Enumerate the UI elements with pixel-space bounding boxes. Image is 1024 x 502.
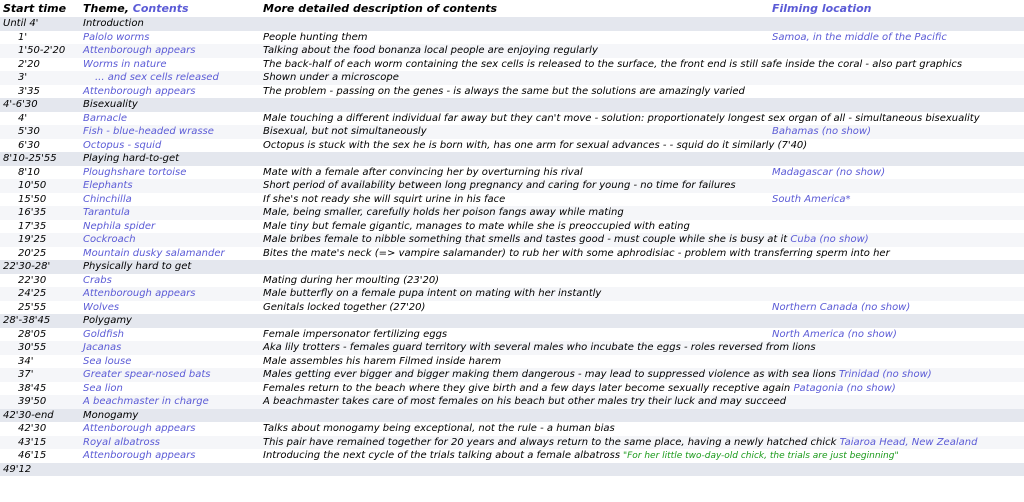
description-cell: Bites the mate's neck (=> vampire salamander) to rub her with some aphrodisiac - problem with transferring sperm into her xyxy=(263,247,890,259)
theme-cell: Attenborough appears xyxy=(83,45,196,56)
start-time-cell: 46'15 xyxy=(18,450,47,461)
theme-cell: Greater spear-nosed bats xyxy=(83,369,211,380)
start-time-cell: 42'30-end xyxy=(3,409,54,421)
table-row xyxy=(0,449,1024,463)
start-time-cell: 8'10 xyxy=(18,166,40,178)
description-cell: A beachmaster takes care of most females on his beach but other males try their luck and may succeed xyxy=(263,396,787,407)
start-time-cell: 1'50-2'20 xyxy=(18,45,66,56)
filming-location-cell: North America (no show) xyxy=(772,328,897,340)
description-cell: Male, being smaller, carefully holds her poison fangs away while mating xyxy=(263,207,624,218)
description-cell: Female impersonator fertilizing eggs xyxy=(263,328,448,340)
table-row xyxy=(0,247,1024,261)
start-time-cell: 15'50 xyxy=(18,193,47,205)
theme-cell: Monogamy xyxy=(83,409,139,421)
description-cell: Male bribes female to nibble something that smells and tastes good - must couple while she is busy at it Cuba (no show) xyxy=(263,234,869,245)
table-row xyxy=(0,125,1024,139)
start-time-cell: 28'-38'45 xyxy=(3,315,51,326)
table-row xyxy=(0,85,1024,99)
description-cell: Male assembles his harem Filmed inside harem xyxy=(263,355,502,367)
theme-cell: Octopus - squid xyxy=(83,139,162,151)
table-row xyxy=(0,301,1024,315)
description-cell: Talks about monogamy being exceptional, not the rule - a human bias xyxy=(263,423,615,434)
table-row xyxy=(0,179,1024,193)
start-time-cell: Until 4' xyxy=(3,18,39,29)
table-row xyxy=(0,44,1024,58)
filming-location-inline: Trinidad (no show) xyxy=(835,369,932,380)
theme-cell: Mountain dusky salamander xyxy=(83,247,225,259)
start-time-cell: 43'15 xyxy=(18,436,47,448)
description-cell: Male butterfly on a female pupa intent on mating with her instantly xyxy=(263,288,602,299)
description-cell: Octopus is stuck with the sex he is born with, has one arm for sexual advances - - squid do it similarly (7'40) xyxy=(263,139,808,151)
header-filming-location: Filming location xyxy=(772,2,872,15)
theme-cell: Playing hard-to-get xyxy=(83,153,180,164)
start-time-cell: 39'50 xyxy=(18,396,47,407)
description-cell: The problem - passing on the genes - is always the same but the solutions are amazingly varied xyxy=(263,85,745,97)
theme-cell: Royal albatross xyxy=(83,436,161,448)
theme-cell: Sea lion xyxy=(83,382,123,394)
theme-cell: Introduction xyxy=(83,18,144,29)
description-cell: Females return to the beach where they give birth and a few days later become sexually receptive again Patagonia (no show) xyxy=(263,382,896,394)
header-start-time: Start time xyxy=(3,2,67,15)
table-row xyxy=(0,287,1024,301)
start-time-cell: 37' xyxy=(18,369,34,380)
table-row xyxy=(0,355,1024,369)
header-theme xyxy=(83,2,189,16)
header-theme-label: Theme, xyxy=(83,2,129,15)
description-cell: If she's not ready she will squirt urine in his face xyxy=(263,193,506,205)
start-time-cell: 30'55 xyxy=(18,342,47,353)
start-time-cell: 25'55 xyxy=(18,301,47,313)
theme-cell: Wolves xyxy=(83,301,120,313)
description-cell: Males getting ever bigger and bigger making them dangerous - may lead to suppressed violence as with sea lions Trinidad (no show) xyxy=(263,369,932,380)
description-cell: Introducing the next cycle of the trials talking about a female albatross "For her little two-day-old chick, the trials are just beginning" xyxy=(263,450,899,461)
filming-location-cell: Northern Canada (no show) xyxy=(772,301,911,313)
start-time-cell: 2'20 xyxy=(18,58,40,70)
theme-cell: Sea louse xyxy=(83,355,132,367)
section-row xyxy=(0,409,1024,423)
theme-cell: Attenborough appears xyxy=(83,423,196,434)
quote-text: "For her little two-day-old chick, the trials are just beginning" xyxy=(620,451,899,461)
section-row xyxy=(0,260,1024,274)
description-cell: People hunting them xyxy=(263,31,368,43)
start-time-cell: 4'-6'30 xyxy=(3,99,38,110)
start-time-cell: 6'30 xyxy=(18,139,40,151)
filming-location-inline: Patagonia (no show) xyxy=(790,382,896,394)
table-row xyxy=(0,206,1024,220)
theme-cell: Nephila spider xyxy=(83,220,156,232)
start-time-cell: 34' xyxy=(18,355,34,367)
theme-cell: Bisexuality xyxy=(83,99,138,110)
theme-cell: Attenborough appears xyxy=(83,288,196,299)
table-row xyxy=(0,395,1024,409)
start-time-cell: 42'30 xyxy=(18,423,47,434)
theme-cell: Crabs xyxy=(83,274,112,286)
start-time-cell: 28'05 xyxy=(18,328,47,340)
section-row xyxy=(0,98,1024,112)
table-row xyxy=(0,422,1024,436)
theme-cell: Ploughshare tortoise xyxy=(83,166,187,178)
filming-location-inline: Cuba (no show) xyxy=(787,234,869,245)
description-cell: Bisexual, but not simultaneously xyxy=(263,126,427,137)
table-row xyxy=(0,139,1024,153)
table-row xyxy=(0,193,1024,207)
start-time-cell: 22'30 xyxy=(18,274,47,286)
theme-cell: Attenborough appears xyxy=(83,450,196,461)
theme-cell: Polygamy xyxy=(83,315,132,326)
start-time-cell: 17'35 xyxy=(18,220,47,232)
theme-cell: Goldfish xyxy=(83,328,125,340)
start-time-cell: 22'30-28' xyxy=(3,261,51,272)
section-row xyxy=(0,17,1024,31)
description-cell: Aka lily trotters - females guard territory with several males who incubate the eggs - roles reversed from lions xyxy=(263,342,816,353)
start-time-cell: 49'12 xyxy=(3,463,32,475)
description-cell: The back-half of each worm containing the sex cells is released to the surface, the front end is still safe inside the coral - also part graphics xyxy=(263,58,963,70)
start-time-cell: 1' xyxy=(18,31,28,43)
table-row xyxy=(0,233,1024,247)
theme-cell: ... and sex cells released xyxy=(95,72,219,83)
start-time-cell: 3'35 xyxy=(18,85,40,97)
start-time-cell: 4' xyxy=(18,112,28,124)
table-row xyxy=(0,112,1024,126)
theme-cell: Fish - blue-headed wrasse xyxy=(83,126,214,137)
theme-cell: Chinchilla xyxy=(83,193,132,205)
table-row xyxy=(0,166,1024,180)
description-cell: Mate with a female after convincing her by overturning his rival xyxy=(263,166,583,178)
section-row xyxy=(0,463,1024,477)
filming-location-cell: South America* xyxy=(772,193,851,205)
description-cell: Shown under a microscope xyxy=(263,72,399,83)
description-cell: This pair have remained together for 20 years and always return to the same place, having a newly hatched chick Taiaroa Head, New Zealand xyxy=(263,436,978,448)
start-time-cell: 16'35 xyxy=(18,207,47,218)
start-time-cell: 8'10-25'55 xyxy=(3,153,57,164)
filming-location-cell: Madagascar (no show) xyxy=(772,166,886,178)
description-cell: Mating during her moulting (23'20) xyxy=(263,274,440,286)
description-cell: Male touching a different individual far away but they can't move - solution: proportionately longest sex organ of all - simultaneous bisexuality xyxy=(263,112,980,124)
table-row xyxy=(0,341,1024,355)
theme-cell: A beachmaster in charge xyxy=(83,396,209,407)
table-row xyxy=(0,274,1024,288)
header-description: More detailed description of contents xyxy=(263,2,498,15)
start-time-cell: 10'50 xyxy=(18,180,47,191)
theme-cell: Elephants xyxy=(83,180,133,191)
table-row xyxy=(0,436,1024,450)
contents-table xyxy=(0,17,1024,476)
theme-cell: Attenborough appears xyxy=(83,85,196,97)
filming-location-inline: Taiaroa Head, New Zealand xyxy=(836,436,978,448)
section-row xyxy=(0,152,1024,166)
theme-cell: Jacanas xyxy=(83,342,122,353)
filming-location-cell: Samoa, in the middle of the Pacific xyxy=(772,31,947,43)
theme-cell: Worms in nature xyxy=(83,58,167,70)
table-row xyxy=(0,382,1024,396)
table-row xyxy=(0,328,1024,342)
start-time-cell: 20'25 xyxy=(18,247,47,259)
description-cell: Short period of availability between long pregnancy and caring for young - no time for failures xyxy=(263,180,736,191)
start-time-cell: 19'25 xyxy=(18,234,47,245)
start-time-cell: 38'45 xyxy=(18,382,47,394)
description-cell: Talking about the food bonanza local people are enjoying regularly xyxy=(263,45,598,56)
start-time-cell: 5'30 xyxy=(18,126,40,137)
theme-cell: Cockroach xyxy=(83,234,136,245)
header-contents-label: Contents xyxy=(132,2,189,15)
theme-cell: Physically hard to get xyxy=(83,261,192,272)
theme-cell: Barnacle xyxy=(83,112,127,124)
description-cell: Male tiny but female gigantic, manages to mate while she is preoccupied with eating xyxy=(263,220,690,232)
table-row xyxy=(0,58,1024,72)
theme-cell: Palolo worms xyxy=(83,31,150,43)
filming-location-cell: Bahamas (no show) xyxy=(772,126,871,137)
theme-cell: Tarantula xyxy=(83,207,130,218)
table-row xyxy=(0,31,1024,45)
table-row xyxy=(0,71,1024,85)
start-time-cell: 3' xyxy=(18,72,28,83)
start-time-cell: 24'25 xyxy=(18,288,47,299)
table-row xyxy=(0,220,1024,234)
description-cell: Genitals locked together (27'20) xyxy=(263,301,426,313)
table-row xyxy=(0,368,1024,382)
section-row xyxy=(0,314,1024,328)
